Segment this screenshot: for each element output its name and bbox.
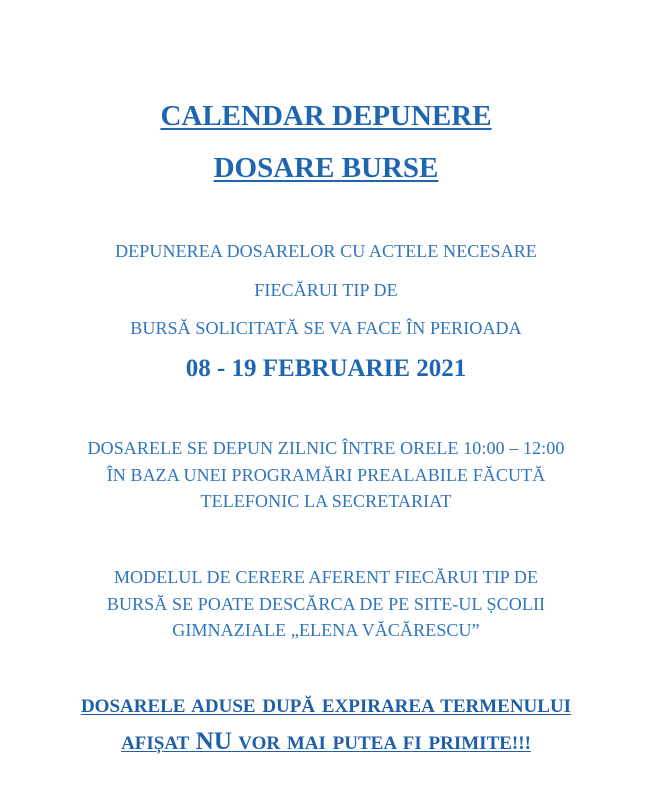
schedule-line-1: DOSARELE SE DEPUN ZILNIC ÎNTRE ORELE 10:00 – 12:00 — [87, 438, 565, 458]
warning-line-2 — [0, 728, 652, 756]
form-info-line-2: BURSĂ SE POATE DESCĂRCA DE PE SITE-UL ȘCOLII — [106, 594, 546, 614]
warning-nu-emphasis: NU — [195, 728, 232, 755]
warning-line-1: DOSARELE ADUSE DUPĂ EXPIRAREA TERMENULUI — [80, 696, 572, 717]
schedule-line-3: TELEFONIC LA SECRETARIAT — [200, 491, 452, 511]
intro-line-3: BURSĂ SOLICITATĂ SE VA FACE ÎN PERIOADA — [130, 318, 522, 338]
form-info-line-1: MODELUL DE CERERE AFERENT FIECĂRUI TIP DE — [113, 567, 539, 587]
heading-line-2: DOSARE BURSE — [213, 152, 439, 184]
warning-line-2-start: AFIȘAT — [121, 733, 196, 754]
heading-line-1: CALENDAR DEPUNERE — [160, 100, 492, 132]
intro-line-1: DEPUNEREA DOSARELOR CU ACTELE NECESARE — [115, 241, 537, 261]
period-dates: 08 - 19 FEBRUARIE 2021 — [185, 355, 467, 382]
form-info-line-3: GIMNAZIALE „ELENA VĂCĂRESCU” — [172, 620, 480, 640]
schedule-line-2: ÎN BAZA UNEI PROGRAMĂRI PREALABILE FĂCUTĂ — [106, 465, 546, 485]
warning-line-2-end: VOR MAI PUTEA FI PRIMITE!!! — [231, 733, 531, 754]
intro-line-2: FIECĂRUI TIP DE — [254, 280, 398, 300]
